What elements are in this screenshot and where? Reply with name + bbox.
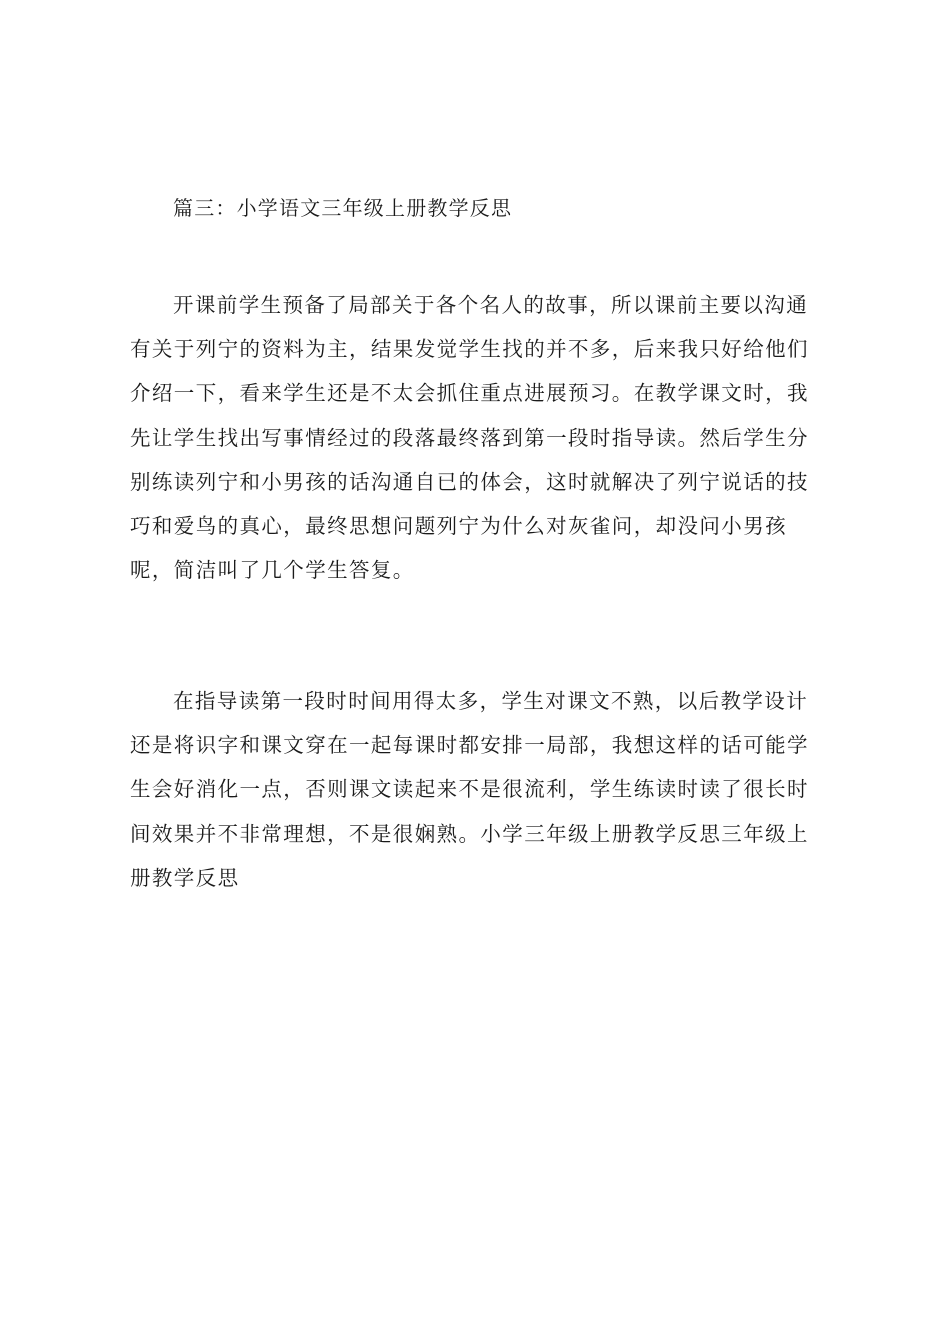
paragraph-line: 先让学生找出写事情经过的段落最终落到第一段时指导读。然后学生分	[130, 425, 809, 450]
paragraph-line: 巧和爱鸟的真心，最终思想问题列宁为什么对灰雀问，却没问小男孩	[130, 514, 787, 539]
paragraph-1	[130, 283, 830, 592]
paragraph-line: 开课前学生预备了局部关于各个名人的故事，所以课前主要以沟通	[173, 293, 809, 317]
paragraph-line: 册教学反思	[130, 865, 240, 890]
paragraph-2	[130, 679, 830, 900]
paragraph-line: 还是将识字和课文穿在一起每课时都安排一局部，我想这样的话可能学	[130, 733, 809, 758]
paragraph-line: 介绍一下，看来学生还是不太会抓住重点进展预习。在教学课文时，我	[130, 381, 809, 406]
paragraph-line: 间效果并不非常理想，不是很娴熟。小学三年级上册教学反思三年级上	[130, 821, 809, 846]
paragraph-line: 生会好消化一点，否则课文读起来不是很流利，学生练读时读了很长时	[130, 777, 809, 802]
paragraph-line: 在指导读第一段时时间用得太多，学生对课文不熟，以后教学设计	[173, 689, 809, 713]
paragraph-line: 呢，简洁叫了几个学生答复。	[130, 558, 415, 583]
document-heading: 篇三：小学语文三年级上册教学反思	[173, 196, 513, 220]
paragraph-line: 有关于列宁的资料为主，结果发觉学生找的并不多，后来我只好给他们	[130, 337, 809, 362]
paragraph-line: 别练读列宁和小男孩的话沟通自已的体会，这时就解决了列宁说话的技	[130, 469, 809, 494]
